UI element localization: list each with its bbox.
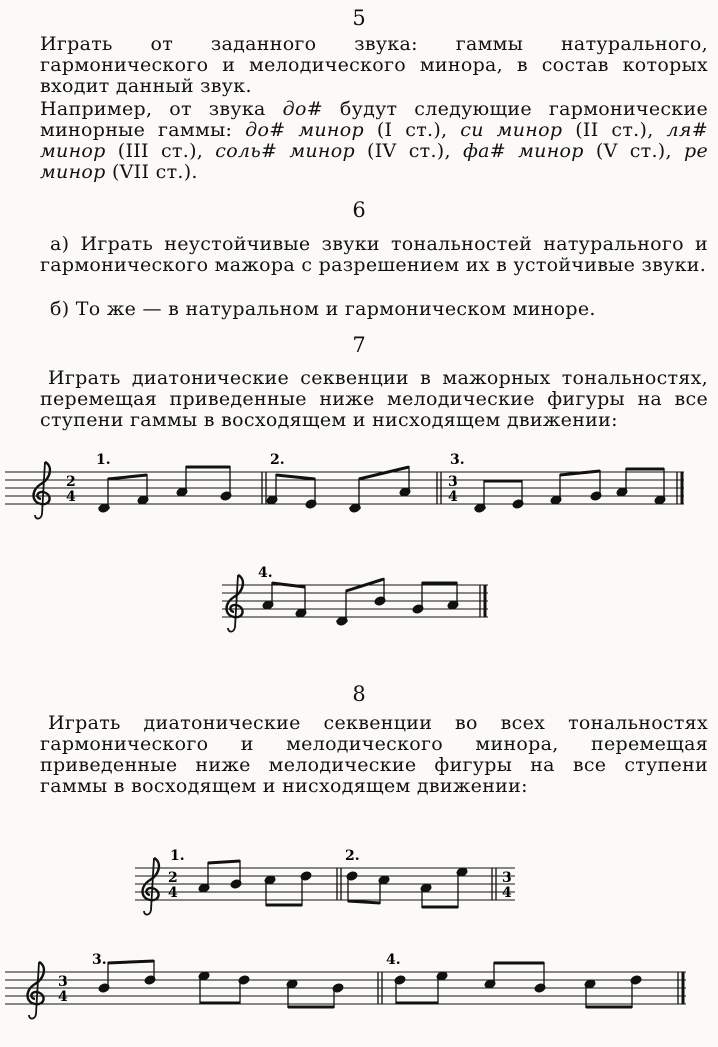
- staff-7-row-1: [5, 452, 684, 519]
- staff-7-row-2: [222, 565, 488, 632]
- section-5-mid: будут следующие гармонические минорные гаммы:: [40, 98, 708, 141]
- scale-degree: (VII ст.).: [105, 161, 198, 183]
- section-number-5: 5: [352, 6, 366, 30]
- treble-clef-icon: [143, 858, 159, 915]
- time-sig-top: 3: [448, 474, 458, 490]
- figure-label: 1.: [96, 452, 111, 468]
- time-sig-bottom: 4: [502, 885, 512, 901]
- scale-name: до# минор: [245, 119, 364, 141]
- section-6-item-b: б) То же — в натуральном и гармоническом миноре.: [50, 298, 596, 320]
- scale-name: фа# минор: [462, 140, 584, 162]
- section-number-7: 7: [352, 333, 366, 357]
- treble-clef-icon: [227, 575, 243, 632]
- time-sig-top: 2: [66, 474, 76, 490]
- scale-degree: (V ст.),: [583, 140, 684, 162]
- section-7-text: Играть диатонические секвенции в мажорных тональностях, перемещая приведенные ниже мелодические фигуры на все ступени гаммы в восходящем и нисходящем движении:: [40, 367, 708, 431]
- scale-degree: (I ст.),: [363, 119, 461, 141]
- section-6-item-a: а) Играть неустойчивые звуки тональностей натурального и гармонического мажора с разрешением их в устойчивые звуки.: [40, 233, 708, 276]
- figure-label: 1.: [170, 848, 185, 864]
- time-sig-bottom: 4: [448, 489, 458, 505]
- staff-8-row-1: [135, 848, 515, 915]
- scale-degree: (III ст.),: [105, 140, 216, 162]
- treble-clef-icon: [28, 962, 44, 1019]
- figure-label: 4.: [386, 952, 401, 968]
- time-sig-top: 2: [168, 870, 178, 886]
- scale-degree: (IV ст.),: [354, 140, 463, 162]
- figure-label: 3.: [450, 452, 465, 468]
- time-sig-bottom: 4: [58, 989, 68, 1005]
- section-8-text: Играть диатонические секвенции во всех тональностях гармонического и мелодического минора, перемещая приведенные ниже мелодические фигуры на все ступени гаммы в восходящем и нисходящем движении:: [40, 712, 708, 797]
- scale-name: си минор: [460, 119, 563, 141]
- scale-degree: (II ст.),: [562, 119, 667, 141]
- scale-name: ля# минор: [40, 119, 708, 162]
- scale-name: ре минор: [40, 140, 708, 183]
- treble-clef-icon: [34, 462, 50, 519]
- time-sig-bottom: 4: [168, 885, 178, 901]
- figure-label: 2.: [270, 452, 285, 468]
- section-number-6: 6: [352, 198, 366, 222]
- section-number-8: 8: [352, 682, 366, 706]
- staff-8-row-2: [5, 952, 686, 1019]
- time-sig-bottom: 4: [66, 489, 76, 505]
- time-sig-top: 3: [58, 974, 68, 990]
- figure-label: 4.: [258, 565, 273, 581]
- figure-label: 3.: [92, 952, 107, 968]
- note-name: до#: [282, 98, 323, 120]
- time-sig-top: 3: [502, 870, 512, 886]
- section-5-lead: Например, от звука: [40, 98, 283, 120]
- scale-name: соль# минор: [215, 140, 355, 162]
- figure-label: 2.: [345, 848, 360, 864]
- section-5-paragraph-1: Играть от заданного звука: гаммы натурального, гармонического и мелодического минора, в состав которых входит данный звук.: [40, 33, 708, 97]
